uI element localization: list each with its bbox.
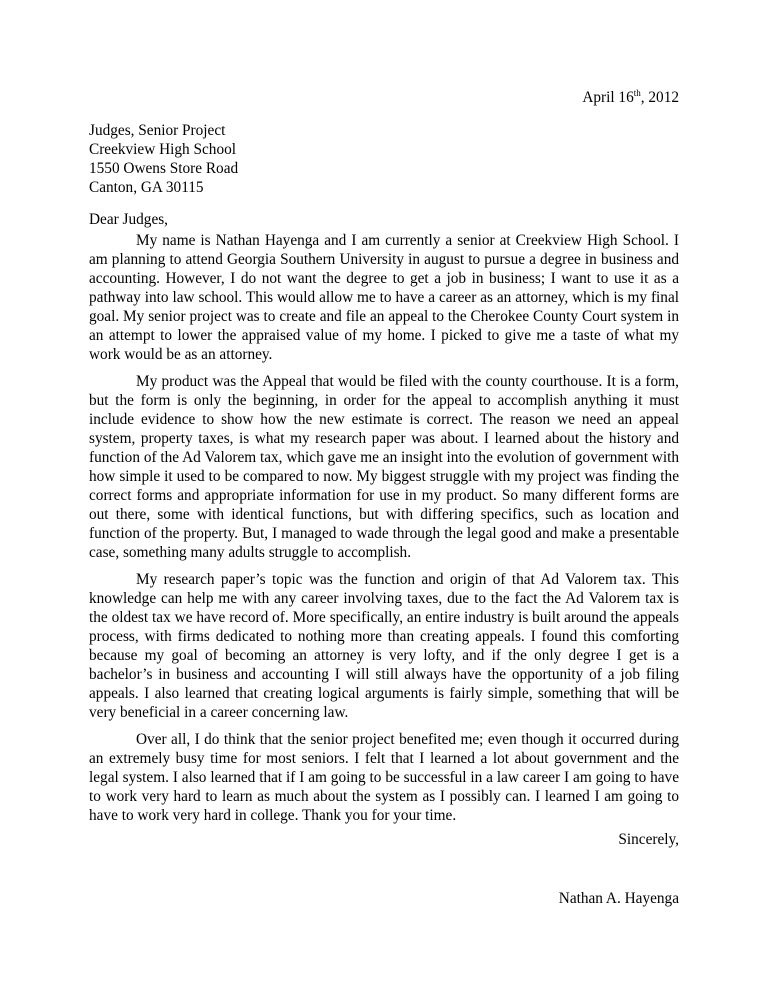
address-line: 1550 Owens Store Road: [89, 160, 239, 177]
body-paragraph: My product was the Appeal that would be filed with the county courthouse. It is a form, but the form is only the beginning, in order for the appeal to accomplish anything it must include evidence to show how the new estimate is correct. The reason we need an appeal system, property taxes, is what my research paper was about. I learned about the history and function of the Ad Valorem tax, which gave me an insight into the evolution of government with how simple it used to be compared to now. My biggest struggle with my project was finding the correct forms and appropriate information for use in my product. So many different forms are out there, some with identical functions, but with differing specifics, such as location and function of the property. But, I managed to wade through the legal good and make a presentable case, something many adults struggle to accomplish.: [89, 373, 679, 561]
date-month-day: April 16: [582, 89, 634, 106]
address-line: Judges, Senior Project: [89, 122, 226, 139]
letter-page: [89, 88, 679, 908]
letter-date: [89, 88, 679, 107]
address-line: Creekview High School: [89, 141, 236, 158]
signature-name: Nathan A. Hayenga: [558, 890, 679, 907]
recipient-address: [89, 121, 679, 197]
address-line: Canton, GA 30115: [89, 179, 204, 196]
body-paragraph: My research paper’s topic was the function and origin of that Ad Valorem tax. This knowledge can help me with any career involving taxes, due to the fact the Ad Valorem tax is the oldest tax we have record of. More specifically, an entire industry is built around the appeals process, with firms dedicated to nothing more than creating appeals. I found this comforting because my goal of becoming an attorney is very lofty, and if the only degree I get is a bachelor’s in business and accounting I will still always have the opportunity of a job filing appeals. I also learned that creating logical arguments is fairly simple, something that will be very beneficial in a career concerning law.: [89, 571, 679, 721]
body-paragraph: Over all, I do think that the senior project benefited me; even though it occurred during an extremely busy time for most seniors. I felt that I learned a lot about government and the legal system. I also learned that if I am going to be successful in a law career I am going to have to work very hard to learn as much about the system as I possibly can. I learned I am going to have to work very hard in college. Thank you for your time.: [89, 731, 679, 824]
date-year: , 2012: [640, 89, 679, 106]
date-ordinal-suffix: th: [633, 87, 641, 98]
salutation: Dear Judges,: [89, 211, 169, 228]
body-paragraph: My name is Nathan Hayenga and I am currently a senior at Creekview High School. I am planning to attend Georgia Southern University in august to pursue a degree in business and accounting. However, I do not want the degree to get a job in business; I want to use it as a pathway into law school. This would allow me to have a career as an attorney, which is my final goal. My senior project was to create and file an appeal to the Cherokee County Court system in an attempt to lower the appraised value of my home. I picked to give me a taste of what my work would be as an attorney.: [89, 232, 679, 363]
closing: Sincerely,: [618, 831, 679, 848]
